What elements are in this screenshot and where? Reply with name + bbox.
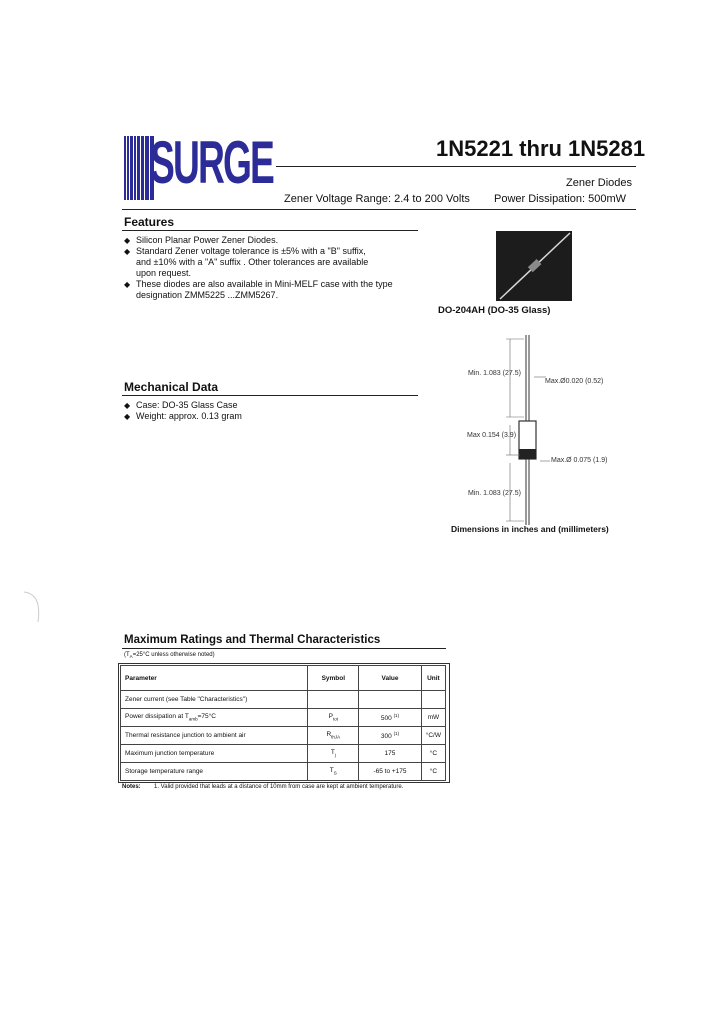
cell-value: -65 to +175 bbox=[359, 763, 422, 781]
table-row bbox=[121, 709, 446, 727]
table-row bbox=[121, 763, 446, 781]
package-caption: DO-204AH (DO-35 Glass) bbox=[438, 305, 551, 316]
col-value: Value bbox=[359, 666, 422, 691]
cell-param: Maximum junction temperature bbox=[121, 745, 308, 763]
list-item: ◆ Silicon Planar Power Zener Diodes. bbox=[124, 235, 424, 246]
col-unit: Unit bbox=[421, 666, 445, 691]
cell-param: Thermal resistance junction to ambient air bbox=[121, 727, 308, 745]
cell-symbol: $R_{thJA}$ bbox=[308, 727, 359, 745]
list-item: ◆ Standard Zener voltage tolerance is ±5% with a "B" suffix, bbox=[124, 246, 424, 257]
dim-body-length: Max 0.154 (3.9) bbox=[467, 432, 517, 439]
cell-symbol bbox=[308, 691, 359, 709]
cell-symbol: $T_S$ bbox=[308, 763, 359, 781]
cell-value bbox=[359, 691, 422, 709]
cell-unit: °C/W bbox=[421, 727, 445, 745]
diode-photo-icon bbox=[496, 231, 572, 301]
package-photo bbox=[496, 231, 572, 301]
ratings-table bbox=[120, 665, 446, 781]
product-category: Zener Diodes bbox=[566, 177, 633, 189]
dim-body-diameter: Max.Ø 0.075 (1.9) bbox=[551, 457, 608, 464]
header-bottom-rule bbox=[122, 209, 636, 210]
header-rule bbox=[276, 166, 636, 167]
mechanical-title: Mechanical Data bbox=[124, 380, 219, 394]
features-title: Features bbox=[124, 215, 175, 229]
col-parameter: Parameter bbox=[121, 666, 308, 691]
list-item: ◆ Case: DO-35 Glass Case bbox=[124, 400, 424, 411]
cell-value: 300 $^{(1)}$ bbox=[359, 727, 422, 745]
list-item: upon request. bbox=[136, 268, 192, 278]
cell-unit: °C bbox=[421, 763, 445, 781]
ratings-title: Maximum Ratings and Thermal Characteristics bbox=[124, 634, 381, 646]
dimensions-caption: Dimensions in inches and (millimeters) bbox=[451, 524, 609, 534]
features-rule bbox=[122, 230, 418, 231]
cell-symbol: $P_{tot}$ bbox=[308, 709, 359, 727]
cell-unit: °C bbox=[421, 745, 445, 763]
table-header-row bbox=[121, 666, 446, 691]
table-row bbox=[121, 745, 446, 763]
cell-value: 500 $^{(1)}$ bbox=[359, 709, 422, 727]
dim-lead-bottom: Min. 1.083 (27.5) bbox=[468, 490, 521, 497]
voltage-range: Zener Voltage Range: 2.4 to 200 Volts bbox=[284, 193, 470, 205]
cell-symbol: $T_j$ bbox=[308, 745, 359, 763]
logo-wordmark: SURGE bbox=[150, 129, 273, 196]
table-row bbox=[121, 691, 446, 709]
notes-label: Notes: bbox=[122, 784, 141, 790]
scan-mark bbox=[20, 588, 50, 628]
page-title: 1N5221 thru 1N5281 bbox=[436, 136, 646, 161]
list-item: and ±10% with a "A" suffix . Other tolerances are available bbox=[136, 257, 369, 267]
ratings-condition: ($T_A=25^\circ C$ unless otherwise noted) bbox=[124, 652, 215, 660]
mechanical-rule bbox=[122, 395, 418, 396]
cell-param: Power dissipation at $T_{amb}=75^\circ C$ bbox=[121, 709, 308, 727]
cell-unit: mW bbox=[421, 709, 445, 727]
cell-param: Zener current (see Table "Characteristics") bbox=[121, 691, 308, 709]
cell-unit bbox=[421, 691, 445, 709]
list-item: designation ZMM5225 ...ZMM5267. bbox=[136, 290, 279, 300]
dim-lead-top: Min. 1.083 (27.5) bbox=[468, 370, 521, 377]
list-item: ◆ Weight: approx. 0.13 gram bbox=[124, 411, 424, 422]
table-row bbox=[121, 727, 446, 745]
cell-value: 175 bbox=[359, 745, 422, 763]
list-item: ◆ These diodes are also available in Mini-MELF case with the type bbox=[124, 279, 424, 290]
cell-param: Storage temperature range bbox=[121, 763, 308, 781]
power-dissipation: Power Dissipation: 500mW bbox=[494, 193, 627, 205]
ratings-table-frame bbox=[118, 663, 450, 783]
features-list bbox=[124, 235, 424, 301]
col-symbol: Symbol bbox=[308, 666, 359, 691]
dim-lead-diameter: Max.Ø0.020 (0.52) bbox=[545, 378, 604, 385]
note-1: 1. Valid provided that leads at a distance of 10mm from case are kept at ambient temperature. bbox=[154, 784, 404, 790]
ratings-rule bbox=[122, 648, 446, 649]
mechanical-list bbox=[124, 400, 424, 422]
